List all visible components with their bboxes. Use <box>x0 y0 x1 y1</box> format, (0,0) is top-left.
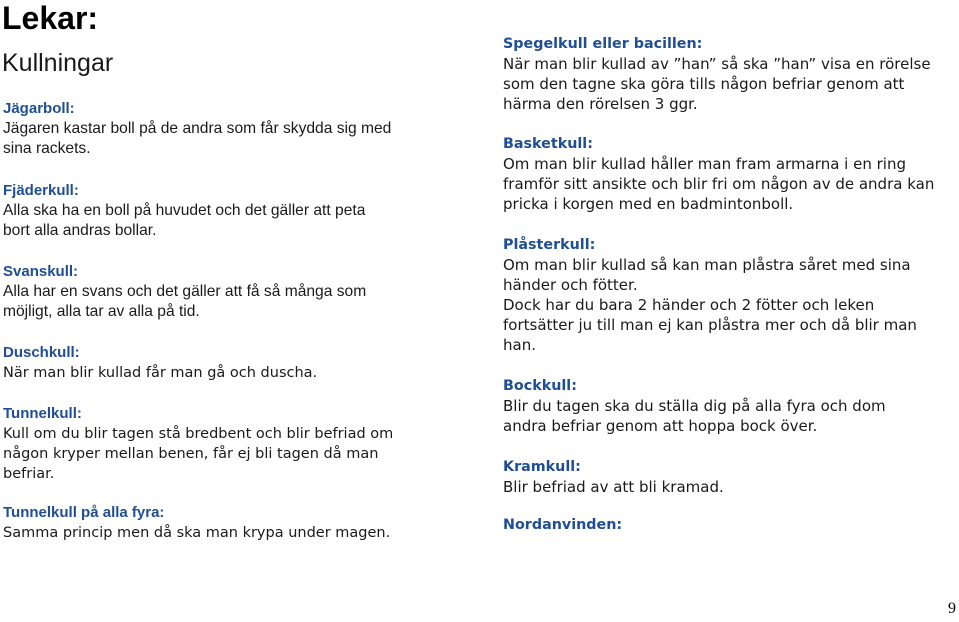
game-duschkull <box>3 343 468 383</box>
game-description: Alla ska ha en boll på huvudet och det gäller att peta bort alla andras bollar. <box>3 202 366 239</box>
game-basketkull <box>503 134 955 214</box>
game-name: Bockkull: <box>503 378 577 394</box>
game-name: Basketkull: <box>503 136 593 152</box>
game-name: Nordanvinden: <box>503 517 623 533</box>
game-tunnelkull-pa-alla-fyra <box>3 503 468 543</box>
game-name: Spegelkull eller bacillen: <box>503 36 703 52</box>
game-description: Om man blir kullad så kan man plåstra såret med sina händer och fötter. Dock har du bara 2 händer och 2 fötter och leken fortsätter ju till man ej kan plåstra mer och då blir man han. <box>503 256 917 354</box>
game-description: När man blir kullad av ”han” så ska ”han” visa en rörelse som den tagne ska göra tills någon befriar genom att härma den rörelsen 3 ggr. <box>503 55 931 113</box>
game-name: Plåsterkull: <box>503 237 596 253</box>
game-name: Tunnelkull på alla fyra: <box>3 504 165 521</box>
game-description: Blir befriad av att bli kramad. <box>503 478 724 496</box>
game-name: Svanskull: <box>3 263 79 280</box>
game-jagarboll <box>3 99 468 159</box>
game-svanskull <box>3 262 468 322</box>
game-description: Alla har en svans och det gäller att få så många som möjligt, alla tar av alla på tid. <box>3 283 367 320</box>
game-name: Fjäderkull: <box>3 182 79 199</box>
page-heading: Lekar: <box>2 0 99 36</box>
game-description: Kull om du blir tagen stå bredbent och blir befriad om någon kryper mellan benen, får ej bli tagen då man befriar. <box>3 426 394 482</box>
game-fjaderkull <box>3 181 468 241</box>
game-kramkull <box>503 457 955 497</box>
game-description: Blir du tagen ska du ställa dig på alla fyra och dom andra befriar genom att hoppa bock över. <box>503 397 886 435</box>
game-spegelkull <box>503 34 955 114</box>
page-number: 9 <box>948 600 956 617</box>
game-name: Jägarboll: <box>3 100 75 117</box>
game-nordanvinden <box>503 515 955 535</box>
game-description: När man blir kullad får man gå och duscha. <box>3 365 318 381</box>
game-tunnelkull <box>3 404 468 484</box>
game-plasterkull <box>503 235 955 355</box>
game-description: Jägaren kastar boll på de andra som får skydda sig med sina rackets. <box>3 120 392 157</box>
game-description: Samma princip men då ska man krypa under magen. <box>3 525 391 541</box>
game-name: Duschkull: <box>3 344 80 361</box>
game-bockkull <box>503 376 955 436</box>
section-title: Kullningar <box>2 49 114 77</box>
game-description: Om man blir kullad håller man fram armarna i en ring framför sitt ansikte och blir fri om någon av de andra kan pricka i korgen med en badmintonboll. <box>503 155 935 213</box>
game-name: Tunnelkull: <box>3 405 82 422</box>
game-name: Kramkull: <box>503 459 581 475</box>
